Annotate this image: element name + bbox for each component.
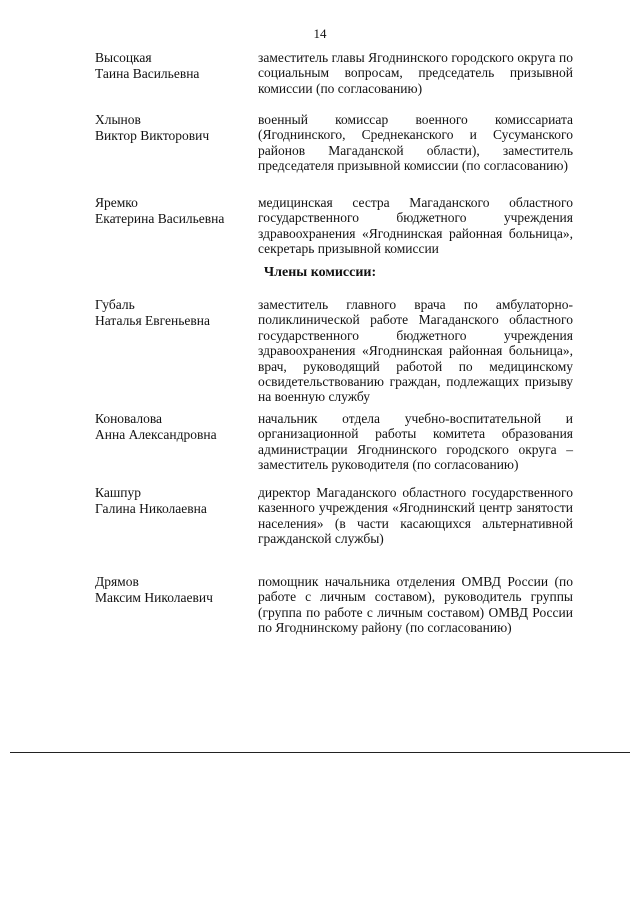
person-given-names: Таина Васильевна bbox=[95, 66, 200, 81]
person-role: заместитель главы Ягоднинского городского округа по социальным вопросам, председатель призывной комиссии (по согласованию) bbox=[258, 50, 573, 96]
person-name bbox=[95, 195, 245, 227]
person-name bbox=[95, 485, 245, 517]
members-heading: Члены комиссии: bbox=[263, 265, 377, 280]
person-given-names: Виктор Викторович bbox=[95, 128, 210, 143]
person-given-names: Максим Николаевич bbox=[95, 590, 213, 605]
person-surname: Кашпур bbox=[95, 485, 141, 500]
person-role: помощник начальника отделения ОМВД России (по работе с личным составом), руководитель группы (группа по работе с личным составом) ОМВД России по Ягоднинскому району (по согласованию) bbox=[258, 574, 573, 636]
person-name bbox=[95, 574, 245, 606]
person-surname: Высоцкая bbox=[95, 50, 152, 65]
person-name bbox=[95, 112, 245, 144]
person-surname: Коновалова bbox=[95, 411, 163, 426]
person-surname: Губаль bbox=[95, 297, 135, 312]
person-surname: Дрямов bbox=[95, 574, 139, 589]
person-role: медицинская сестра Магаданского областного государственного бюджетного учреждения здравоохранения «Ягоднинская районная больница», секретарь призывной комиссии bbox=[258, 195, 573, 257]
person-role: военный комиссар военного комиссариата (Ягоднинского, Среднеканского и Сусуманского районов Магаданской области), заместитель председателя призывной комиссии (по согласованию) bbox=[258, 112, 573, 174]
person-name bbox=[95, 297, 245, 329]
person-role: начальник отдела учебно-воспитательной и организационной работы комитета образования администрации Ягоднинского городского округа – заместитель руководителя (по согласованию) bbox=[258, 411, 573, 473]
person-role: заместитель главного врача по амбулаторно-поликлинической работе Магаданского областного государственного бюджетного учреждения здравоохранения «Ягоднинская районная больница», врач, руководящий работой по медицинскому освидетельствованию граждан, подлежащих призыву на военную службу bbox=[258, 297, 573, 405]
person-name bbox=[95, 411, 245, 443]
person-name bbox=[95, 50, 245, 82]
person-given-names: Наталья Евгеньевна bbox=[95, 313, 210, 328]
person-surname: Яремко bbox=[95, 195, 138, 210]
bottom-rule bbox=[10, 752, 630, 753]
page-number: 14 bbox=[313, 26, 327, 41]
person-role: директор Магаданского областного государственного казенного учреждения «Ягоднинский центр занятости населения» (в части касающихся альтернативной гражданской службы) bbox=[258, 485, 573, 547]
person-given-names: Галина Николаевна bbox=[95, 501, 207, 516]
person-surname: Хлынов bbox=[95, 112, 141, 127]
person-given-names: Анна Александровна bbox=[95, 427, 217, 442]
person-given-names: Екатерина Васильевна bbox=[95, 211, 225, 226]
